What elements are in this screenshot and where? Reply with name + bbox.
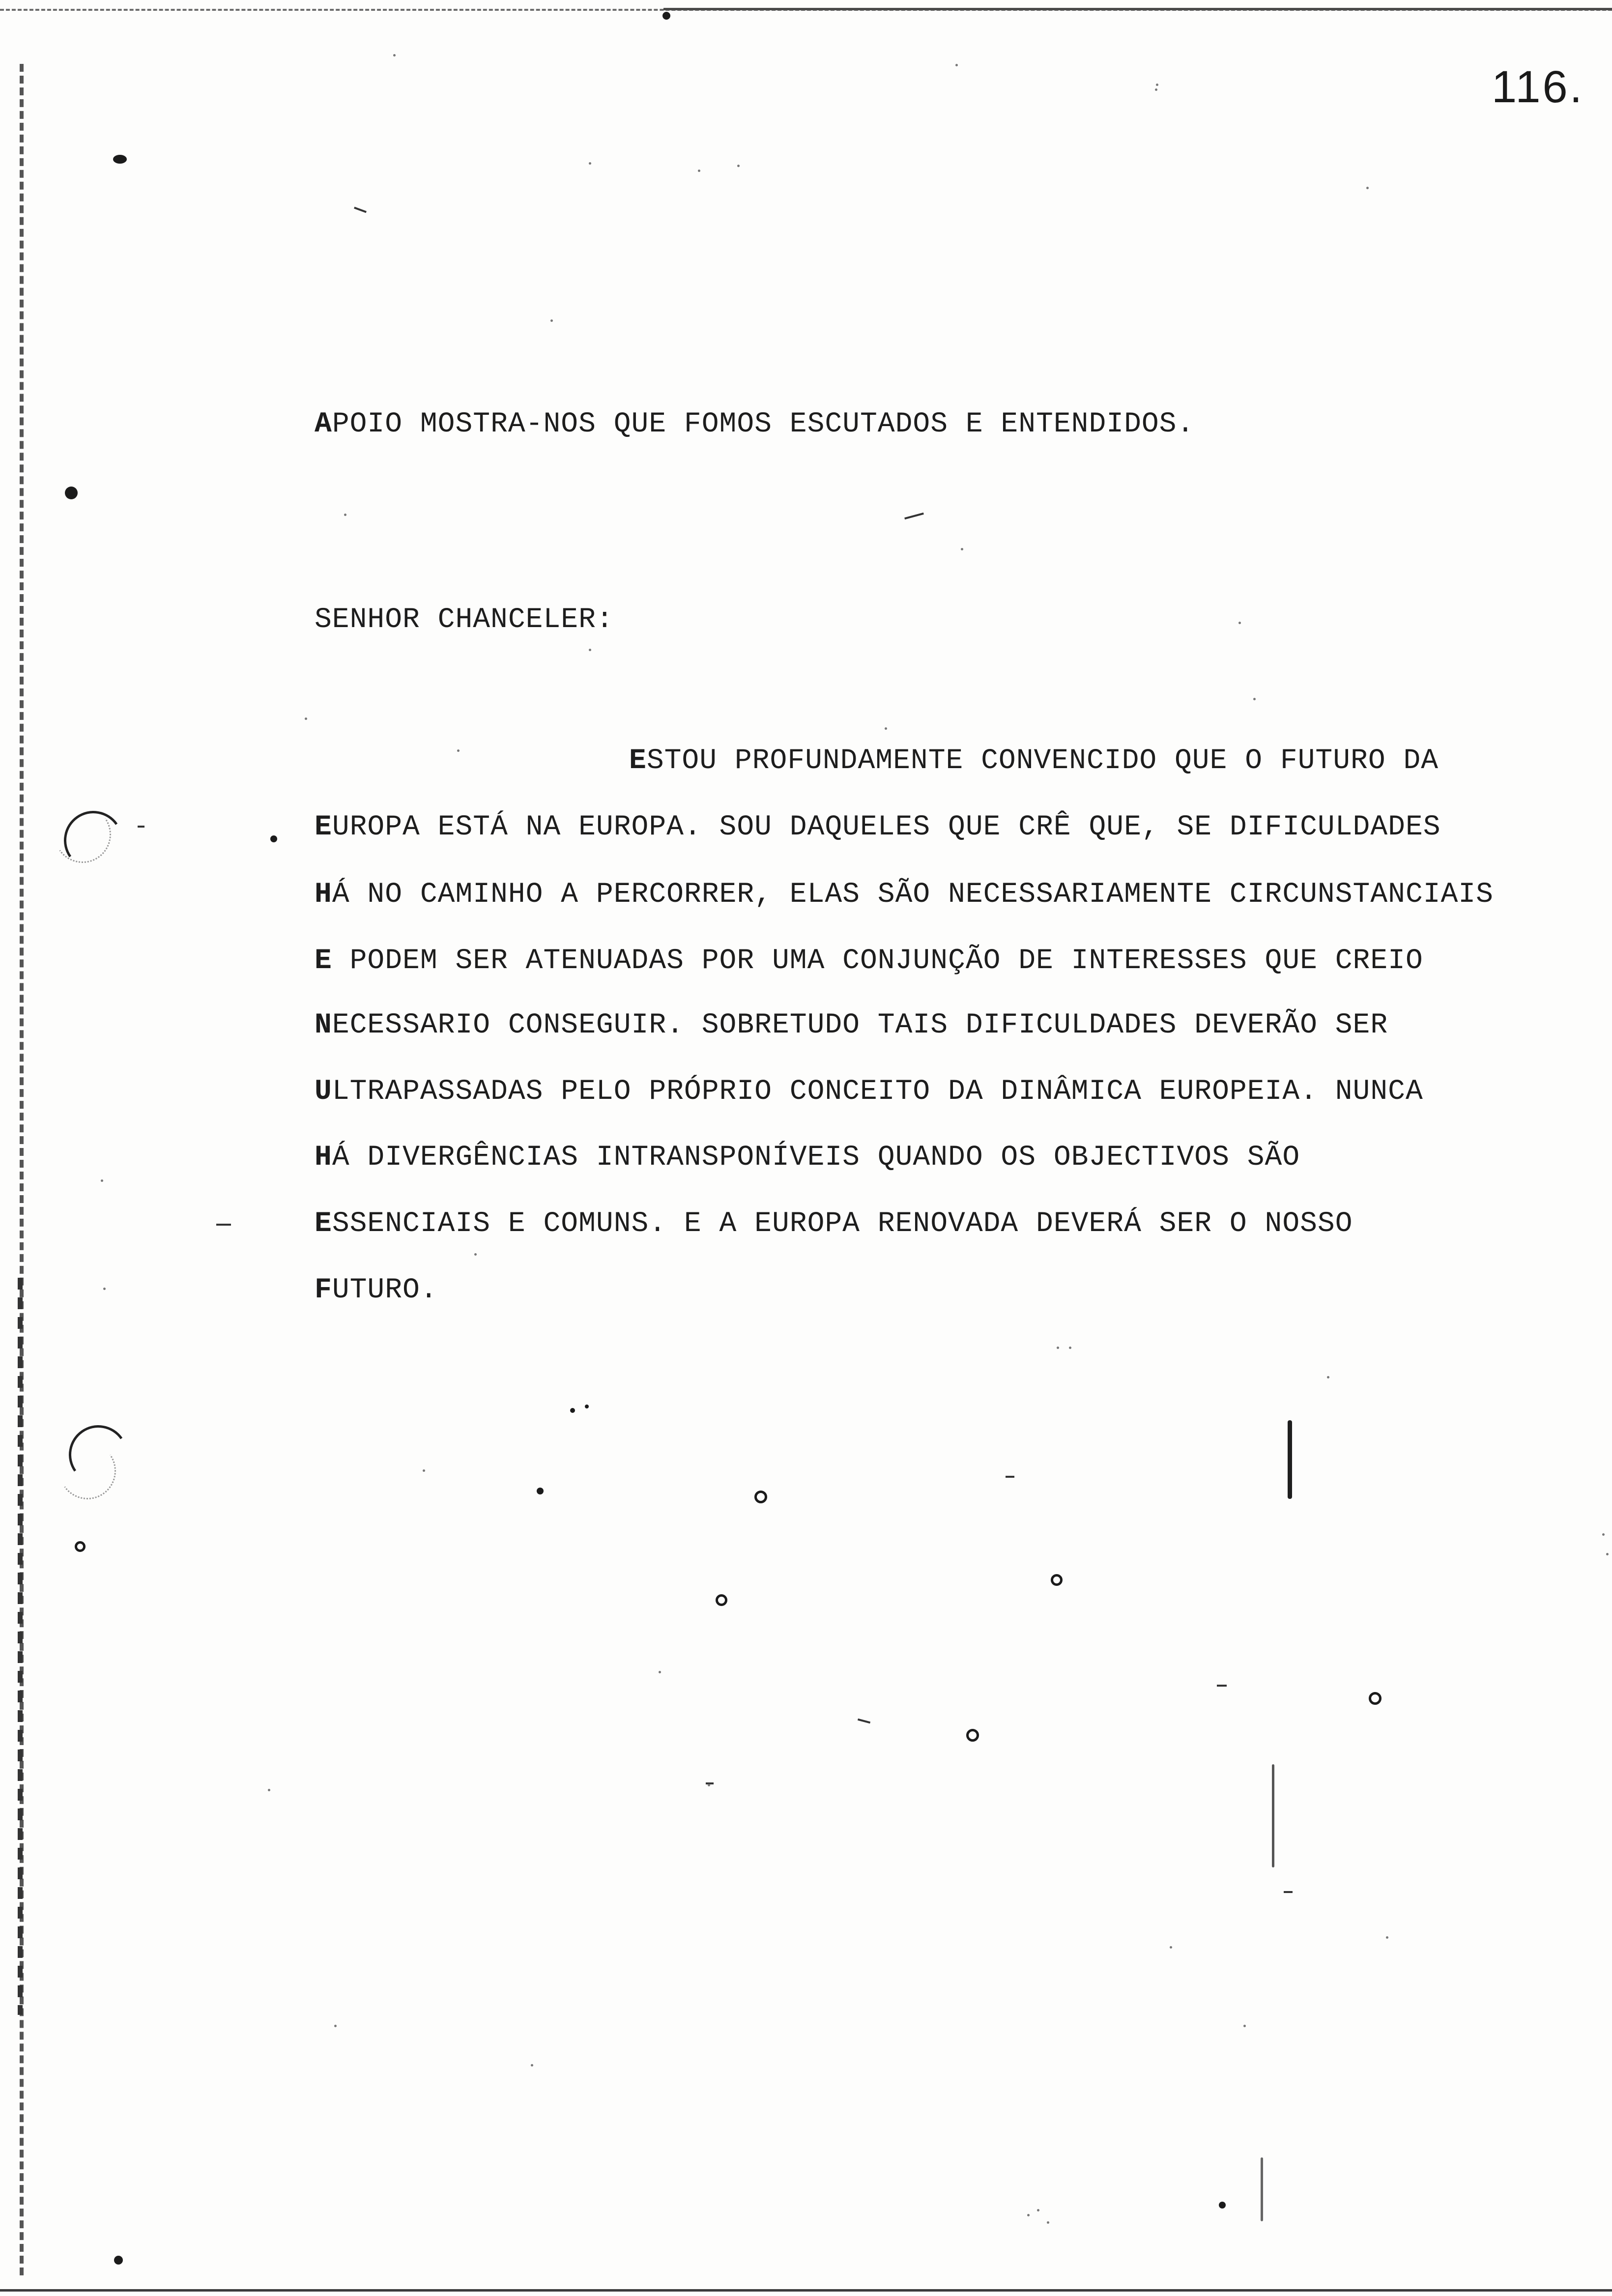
scan-speck bbox=[589, 649, 591, 651]
scan-speck bbox=[457, 749, 460, 752]
scan-speck bbox=[1037, 2209, 1039, 2211]
scan-dash bbox=[1217, 1685, 1227, 1687]
scan-dash bbox=[138, 826, 144, 828]
scan-ring bbox=[75, 1541, 86, 1552]
scan-ring bbox=[966, 1729, 979, 1742]
text-line: ESTOU PROFUNDAMENTE CONVENCIDO QUE O FUTURO DA bbox=[629, 745, 1439, 777]
text-line: EUROPA ESTÁ NA EUROPA. SOU DAQUELES QUE CRÊ QUE, SE DIFICULDADES bbox=[315, 811, 1441, 843]
scan-speck bbox=[659, 1671, 661, 1673]
text-line: HÁ NO CAMINHO A PERCORRER, ELAS SÃO NECESSARIAMENTE CIRCUNSTANCIAIS bbox=[315, 879, 1494, 911]
scan-dot bbox=[662, 12, 670, 20]
scan-speck bbox=[955, 64, 958, 66]
text-line: E PODEM SER ATENUADAS POR UMA CONJUNÇÃO DE INTERESSES QUE CREIO bbox=[315, 945, 1423, 977]
text-line: ULTRAPASSADAS PELO PRÓPRIO CONCEITO DA DINÂMICA EUROPEIA. NUNCA bbox=[315, 1076, 1423, 1108]
scan-dash bbox=[354, 207, 367, 213]
scan-speck bbox=[1327, 1376, 1329, 1378]
scan-speck bbox=[1156, 84, 1158, 86]
scan-ring bbox=[1369, 1692, 1382, 1705]
scan-ring bbox=[1051, 1574, 1063, 1586]
scan-speck bbox=[531, 2064, 533, 2066]
scan-mark bbox=[1288, 1420, 1292, 1499]
scan-speck bbox=[268, 1789, 270, 1791]
scan-dash bbox=[858, 1719, 870, 1724]
scan-speck bbox=[698, 170, 700, 172]
scan-speck bbox=[1069, 1347, 1071, 1349]
scan-dot bbox=[570, 1408, 575, 1413]
text-line: ESSENCIAIS E COMUNS. E A EUROPA RENOVADA DEVERÁ SER O NOSSO bbox=[315, 1208, 1353, 1240]
scan-speck bbox=[589, 162, 591, 165]
scan-ring bbox=[754, 1491, 767, 1503]
scan-ring bbox=[716, 1594, 727, 1606]
scan-speck bbox=[305, 718, 307, 720]
scan-speck bbox=[1253, 698, 1256, 700]
scan-speck bbox=[474, 1253, 477, 1256]
scan-speck bbox=[1606, 1553, 1609, 1555]
scan-speck bbox=[393, 54, 396, 57]
text-line: APOIO MOSTRA-NOS QUE FOMOS ESCUTADOS E ENTENDIDOS. bbox=[315, 408, 1195, 440]
scan-dash bbox=[904, 513, 924, 519]
text-line: FUTURO. bbox=[315, 1274, 438, 1306]
scan-speck bbox=[334, 2025, 337, 2027]
scan-speck bbox=[101, 1179, 103, 1182]
scan-speck bbox=[708, 1784, 710, 1786]
scan-speck bbox=[1170, 1946, 1172, 1949]
left-scan-edge-dark bbox=[18, 1278, 23, 2015]
scan-dash bbox=[216, 1224, 231, 1226]
scan-speck bbox=[1243, 2025, 1246, 2027]
scan-speck bbox=[885, 727, 887, 730]
scan-speck bbox=[1366, 187, 1369, 189]
scan-mark bbox=[1261, 2157, 1263, 2221]
scan-dot bbox=[1219, 2202, 1226, 2209]
scan-mark bbox=[1272, 1764, 1274, 1867]
scan-speck bbox=[1027, 2214, 1030, 2216]
text-line: NECESSARIO CONSEGUIR. SOBRETUDO TAIS DIFICULDADES DEVERÃO SER bbox=[315, 1009, 1388, 1041]
scan-dot bbox=[113, 155, 127, 164]
scan-dot bbox=[114, 2256, 123, 2265]
scan-speck bbox=[550, 319, 553, 322]
scan-speck bbox=[737, 165, 740, 167]
scan-speck bbox=[1238, 622, 1241, 624]
scan-speck bbox=[423, 1469, 425, 1472]
scan-dash bbox=[1006, 1476, 1014, 1478]
scan-dot bbox=[65, 487, 78, 499]
bottom-scan-edge bbox=[0, 2289, 1612, 2292]
scan-speck bbox=[1602, 1533, 1605, 1536]
scan-speck bbox=[1057, 1347, 1059, 1349]
scan-speck bbox=[1155, 88, 1157, 91]
scan-speck bbox=[1386, 1936, 1388, 1939]
scan-dot bbox=[585, 1405, 589, 1408]
scan-speck bbox=[103, 1288, 106, 1290]
text-line: HÁ DIVERGÊNCIAS INTRANSPONÍVEIS QUANDO OS OBJECTIVOS SÃO bbox=[315, 1142, 1300, 1174]
salutation: SENHOR CHANCELER: bbox=[315, 604, 614, 636]
scan-dash bbox=[1284, 1891, 1293, 1893]
scan-speck bbox=[1047, 2221, 1049, 2224]
top-scan-edge-solid bbox=[663, 8, 1612, 10]
page-number: 116. bbox=[1492, 62, 1584, 112]
scan-speck bbox=[961, 548, 963, 550]
scan-dot bbox=[537, 1488, 544, 1494]
scan-speck bbox=[344, 514, 346, 516]
scan-dot bbox=[270, 835, 277, 842]
